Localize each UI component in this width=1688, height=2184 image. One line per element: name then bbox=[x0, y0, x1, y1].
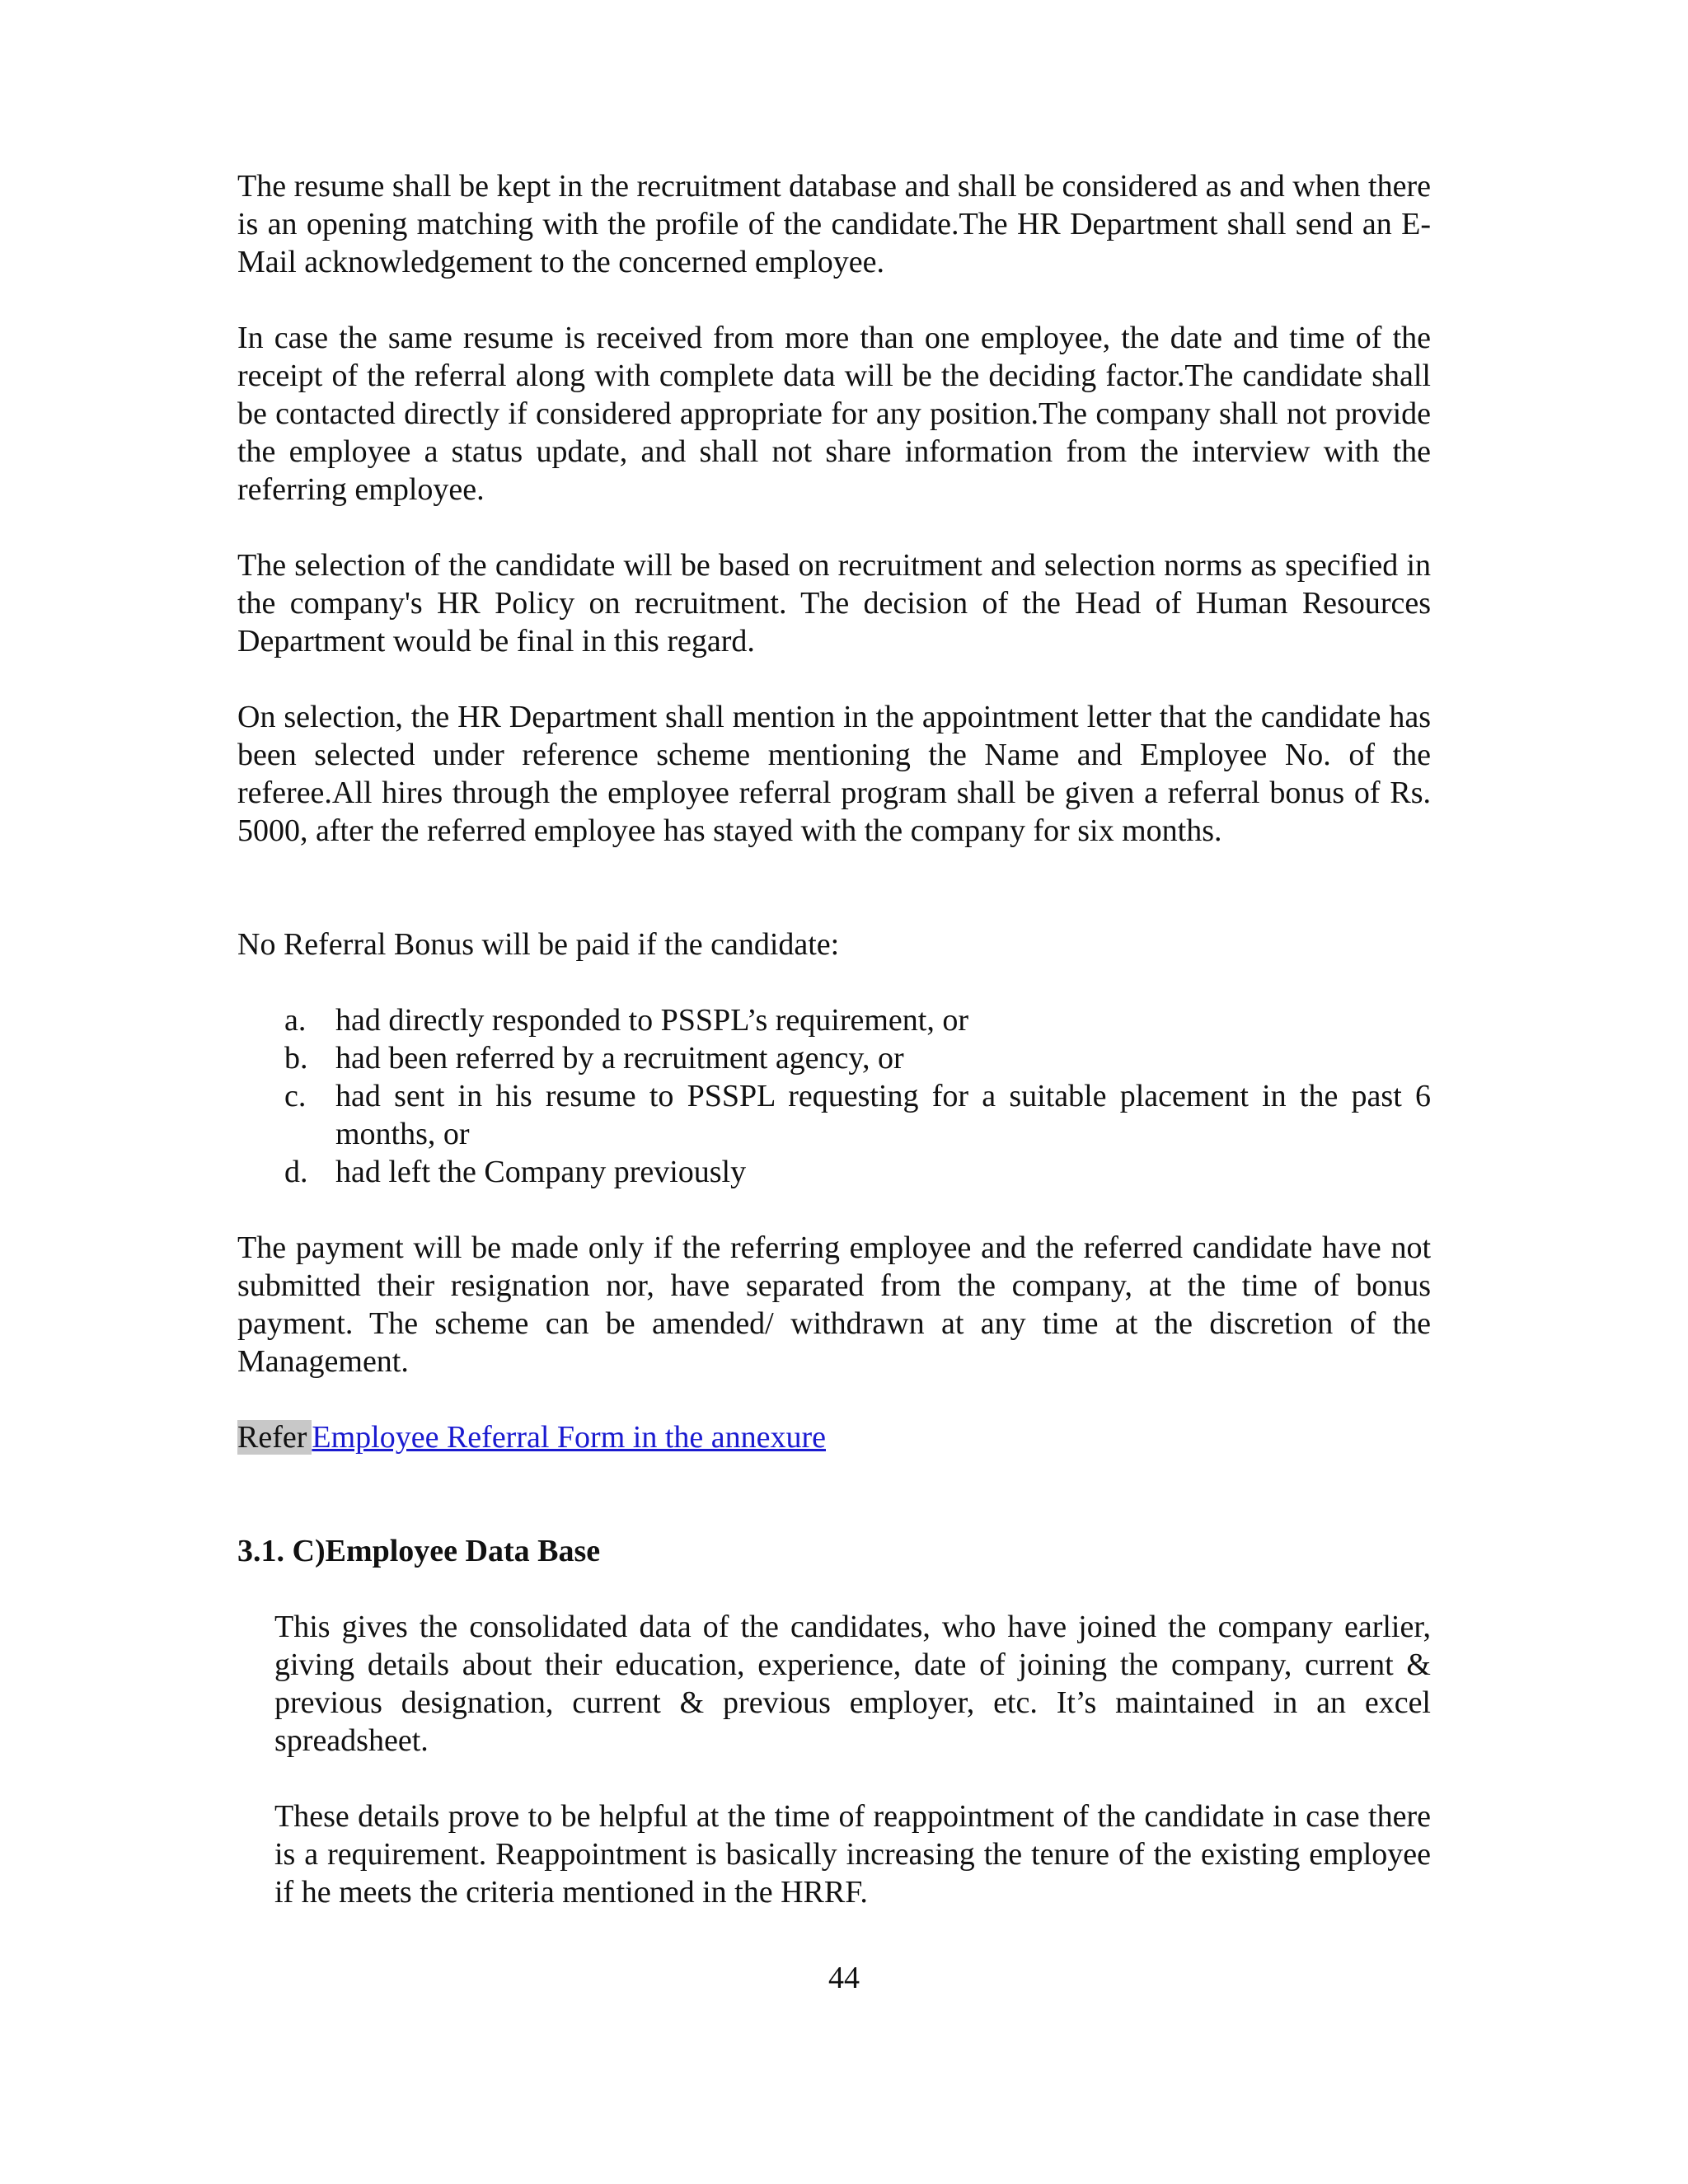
paragraph-duplicate-resume: In case the same resume is received from more than one employee, the date and time of the receipt of the referral along with complete data will be the deciding factor.The candidate shall be contacted directly if considered appropriate for any position.The company shall not provide the employee a status update, and shall not share information from the interview with the referring employee. bbox=[237, 321, 1431, 507]
conditions-list bbox=[284, 1001, 1431, 1191]
list-item bbox=[284, 1001, 1431, 1039]
list-marker: c. bbox=[284, 1079, 307, 1113]
employee-referral-form-link[interactable]: Employee Referral Form in the annexure bbox=[312, 1420, 826, 1455]
list-item-text: had been referred by a recruitment agency, or bbox=[335, 1041, 904, 1076]
paragraph-no-bonus-intro: No Referral Bonus will be paid if the candidate: bbox=[237, 927, 840, 962]
list-item bbox=[284, 1153, 1431, 1191]
refer-prefix: Refer bbox=[237, 1420, 312, 1455]
list-marker: d. bbox=[284, 1155, 308, 1189]
refer-line bbox=[237, 1418, 826, 1456]
list-marker: a. bbox=[284, 1003, 307, 1038]
list-item-text: had directly responded to PSSPL’s requirement, or bbox=[335, 1003, 968, 1038]
paragraph-selection-norms: The selection of the candidate will be based on recruitment and selection norms as specified in the company's HR Policy on recruitment. The decision of the Head of Human Resources Department would be final in this regard. bbox=[237, 548, 1431, 658]
section-heading: 3.1. C)Employee Data Base bbox=[237, 1534, 601, 1568]
list-item bbox=[284, 1077, 1431, 1153]
list-item-text: had left the Company previously bbox=[335, 1155, 747, 1189]
list-item-text: had sent in his resume to PSSPL requesting for a suitable placement in the past 6 months, or bbox=[335, 1079, 1431, 1151]
paragraph-reappointment: These details prove to be helpful at the time of reappointment of the candidate in case there is a requirement. Reappointment is basically increasing the tenure of the existing employee if he meets the criteria mentioned in the HRRF. bbox=[274, 1799, 1431, 1910]
paragraph-on-selection: On selection, the HR Department shall mention in the appointment letter that the candidate has been selected under reference scheme mentioning the Name and Employee No. of the referee.All hires through the employee referral program shall be given a referral bonus of Rs. 5000, after the referred employee has stayed with the company for six months. bbox=[237, 700, 1431, 848]
paragraph-employee-database: This gives the consolidated data of the candidates, who have joined the company earlier, giving details about their education, experience, date of joining the company, current & previous designation, current & previous employer, etc. It’s maintained in an excel spreadsheet. bbox=[274, 1610, 1431, 1758]
list-item bbox=[284, 1039, 1431, 1077]
list-marker: b. bbox=[284, 1041, 308, 1076]
page-number: 44 bbox=[828, 1961, 860, 1995]
paragraph-resume-database: The resume shall be kept in the recruitment database and shall be considered as and when there is an opening matching with the profile of the candidate.The HR Department shall send an E-Mail acknowledgement to the concerned employee. bbox=[237, 169, 1431, 279]
paragraph-payment-conditions: The payment will be made only if the referring employee and the referred candidate have not submitted their resignation nor, have separated from the company, at the time of bonus payment. The scheme can be amended/ withdrawn at any time at the discretion of the Management. bbox=[237, 1230, 1431, 1379]
